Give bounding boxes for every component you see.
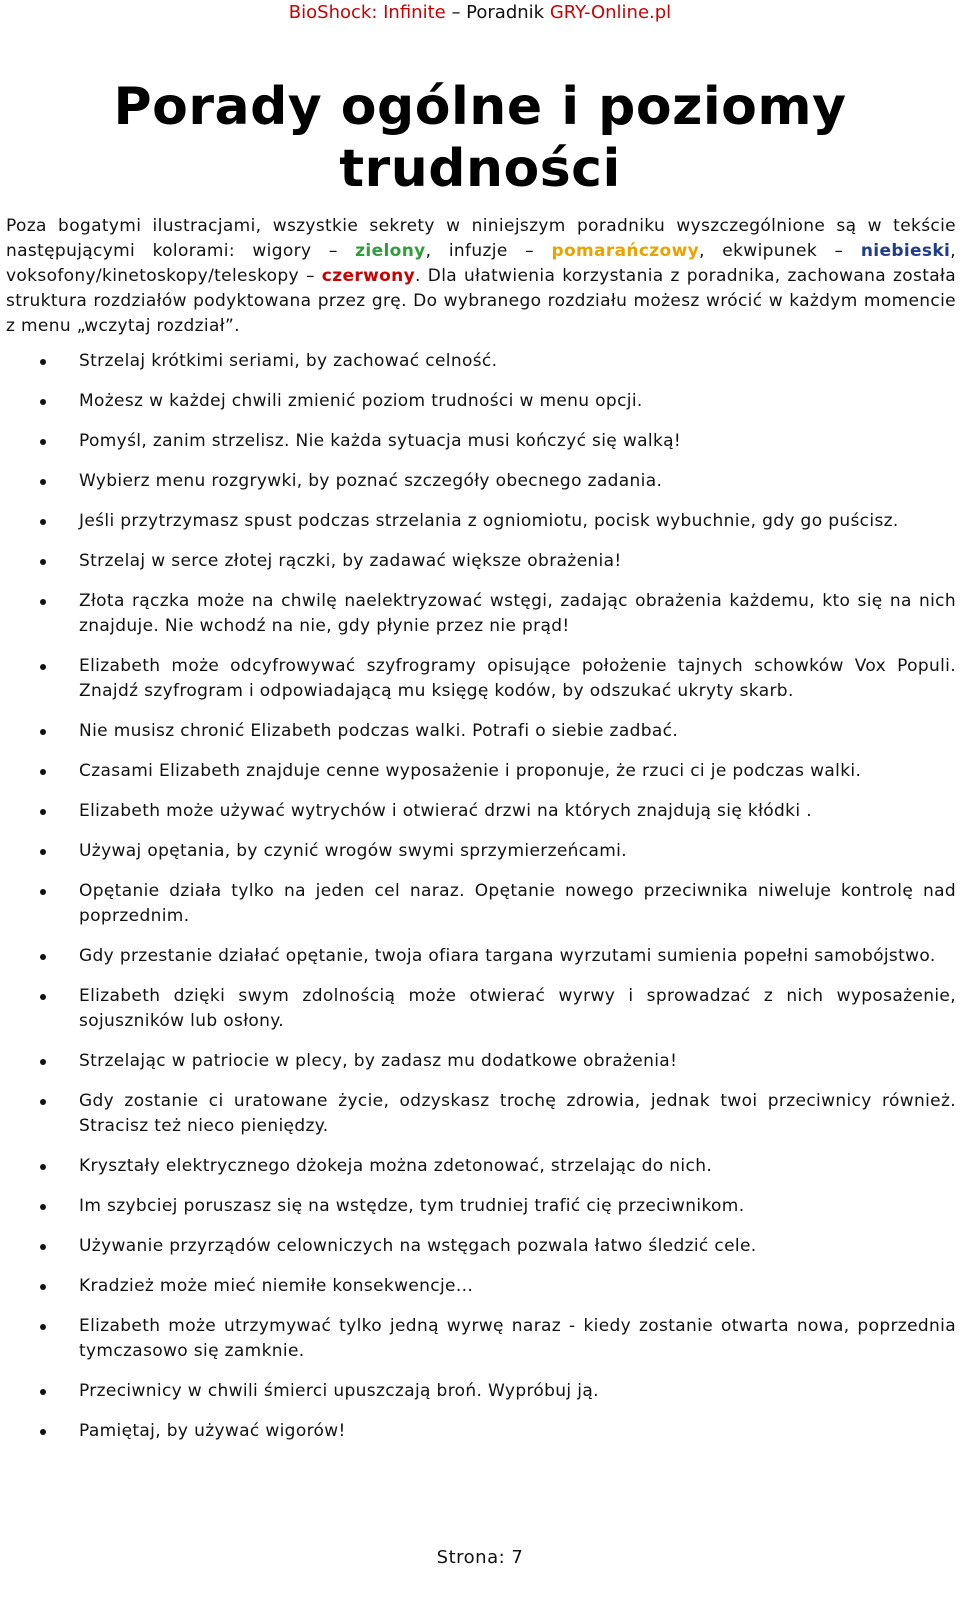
intro-text-5: . Dla ułatwienia korzystania z poradnika, zachowana została struktura rozdziałów podyktowana przez grę. Do wybranego rozdziału możesz wrócić w każdym momencie z menu „wczytaj rozdział”. xyxy=(6,266,956,336)
bullet-icon xyxy=(40,1204,46,1210)
tip-text: Używanie przyrządów celowniczych na wstęgach pozwala łatwo śledzić cele. xyxy=(79,1236,757,1256)
tip-text: Czasami Elizabeth znajduje cenne wyposażenie i proponuje, że rzuci ci je podczas walki. xyxy=(79,761,862,781)
tip-item xyxy=(0,589,960,639)
tip-item xyxy=(0,1314,960,1364)
tip-item xyxy=(0,654,960,704)
bullet-icon xyxy=(40,954,46,960)
tip-item xyxy=(0,1194,960,1219)
tip-text: Możesz w każdej chwili zmienić poziom trudności w menu opcji. xyxy=(79,391,643,411)
tip-item xyxy=(0,879,960,929)
bullet-icon xyxy=(40,439,46,445)
header-separator: – xyxy=(445,2,467,23)
tip-item xyxy=(0,549,960,574)
page-number: Strona: 7 xyxy=(436,1547,524,1568)
tip-text: Elizabeth może utrzymywać tylko jedną wyrwę naraz - kiedy zostanie otwarta nowa, poprzednia tymczasowo się zamknie. xyxy=(79,1316,956,1361)
tip-text: Elizabeth może używać wytrychów i otwierać drzwi na których znajdują się kłódki . xyxy=(79,801,812,821)
intro-text-4: , voksofony/kinetoskopy/teleskopy – xyxy=(6,241,956,286)
bullet-icon xyxy=(40,769,46,775)
tip-text: Pomyśl, zanim strzelisz. Nie każda sytuacja musi kończyć się walką! xyxy=(79,431,682,451)
bullet-icon xyxy=(40,849,46,855)
bullet-icon xyxy=(40,1099,46,1105)
intro-color-blue: niebieski xyxy=(860,241,951,261)
tip-text: Elizabeth może odcyfrowywać szyfrogramy opisujące położenie tajnych schowków Vox Populi. Znajdź szyfrogram i odpowiadającą mu księgę kodów, by odszukać ukryty skarb. xyxy=(79,656,956,701)
intro-text-2: , infuzje – xyxy=(425,241,552,261)
tip-text: Strzelaj w serce złotej rączki, by zadawać większe obrażenia! xyxy=(79,551,622,571)
header-guide-label: Poradnik xyxy=(466,2,550,23)
tip-item xyxy=(0,469,960,494)
tip-text: Kryształy elektrycznego dżokeja można zdetonować, strzelając do nich. xyxy=(79,1156,713,1176)
tip-text: Jeśli przytrzymasz spust podczas strzelania z ogniomiotu, pocisk wybuchnie, gdy go puścisz. xyxy=(79,511,899,531)
bullet-icon xyxy=(40,809,46,815)
intro-text-3: , ekwipunek – xyxy=(699,241,861,261)
tip-text: Elizabeth dzięki swym zdolnością może otwierać wyrwy i sprowadzać z nich wyposażenie, sojuszników lub osłony. xyxy=(79,986,956,1031)
bullet-icon xyxy=(40,559,46,565)
tip-item xyxy=(0,839,960,864)
bullet-icon xyxy=(40,1429,46,1435)
intro-text-1: Poza bogatymi ilustracjami, wszystkie sekrety w niniejszym poradniku wyszczególnione są w tekście następującymi kolorami: wigory – xyxy=(6,216,956,261)
tip-item xyxy=(0,1234,960,1259)
page-title xyxy=(0,76,960,200)
bullet-icon xyxy=(40,479,46,485)
tip-text: Nie musisz chronić Elizabeth podczas walki. Potrafi o siebie zadbać. xyxy=(79,721,679,741)
tip-item xyxy=(0,1274,960,1299)
tip-text: Im szybciej poruszasz się na wstędze, tym trudniej trafić cię przeciwnikom. xyxy=(79,1196,745,1216)
bullet-icon xyxy=(40,729,46,735)
tip-text: Pamiętaj, by używać wigorów! xyxy=(79,1421,346,1441)
page-title-line2: trudności xyxy=(339,139,621,199)
tip-item xyxy=(0,1049,960,1074)
tips-list xyxy=(0,349,960,1459)
header-game-title: BioShock: Infinite xyxy=(288,2,446,23)
tip-text: Wybierz menu rozgrywki, by poznać szczegóły obecnego zadania. xyxy=(79,471,663,491)
bullet-icon xyxy=(40,889,46,895)
tip-text: Przeciwnicy w chwili śmierci upuszczają broń. Wypróbuj ją. xyxy=(79,1381,599,1401)
tip-item xyxy=(0,1419,960,1444)
header-site-name: GRY-Online.pl xyxy=(549,2,672,23)
intro-color-green: zielony xyxy=(355,241,426,261)
tip-text: Kradzież może mieć niemiłe konsekwencje... xyxy=(79,1276,474,1296)
tip-text: Gdy przestanie działać opętanie, twoja ofiara targana wyrzutami sumienia popełni samobójstwo. xyxy=(79,946,936,966)
tip-item xyxy=(0,719,960,744)
tip-item xyxy=(0,984,960,1034)
bullet-icon xyxy=(40,1389,46,1395)
bullet-icon xyxy=(40,1059,46,1065)
page-header xyxy=(0,1,960,25)
tip-text: Strzelając w patriocie w plecy, by zadasz mu dodatkowe obrażenia! xyxy=(79,1051,678,1071)
tip-text: Opętanie działa tylko na jeden cel naraz. Opętanie nowego przeciwnika niweluje kontrolę nad poprzednim. xyxy=(79,881,956,926)
bullet-icon xyxy=(40,1244,46,1250)
intro-color-red: czerwony xyxy=(321,266,416,286)
tip-item xyxy=(0,509,960,534)
tip-item xyxy=(0,799,960,824)
tip-text: Używaj opętania, by czynić wrogów swymi sprzymierzeńcami. xyxy=(79,841,628,861)
tip-item xyxy=(0,1379,960,1404)
tip-text: Gdy zostanie ci uratowane życie, odzyskasz trochę zdrowia, jednak twoi przeciwnicy również. Stracisz też nieco pieniędzy. xyxy=(79,1091,956,1136)
bullet-icon xyxy=(40,1324,46,1330)
tip-item xyxy=(0,944,960,969)
tip-item xyxy=(0,389,960,414)
tip-item xyxy=(0,429,960,454)
bullet-icon xyxy=(40,1284,46,1290)
bullet-icon xyxy=(40,399,46,405)
intro-paragraph xyxy=(6,214,956,339)
bullet-icon xyxy=(40,994,46,1000)
tip-text: Złota rączka może na chwilę naelektryzować wstęgi, zadając obrażenia każdemu, kto się na nich znajduje. Nie wchodź na nie, gdy płynie przez nie prąd! xyxy=(79,591,956,636)
bullet-icon xyxy=(40,599,46,605)
bullet-icon xyxy=(40,519,46,525)
tip-item xyxy=(0,349,960,374)
intro-color-orange: pomarańczowy xyxy=(551,241,700,261)
tip-item xyxy=(0,759,960,784)
page-title-line1: Porady ogólne i poziomy xyxy=(113,77,847,137)
bullet-icon xyxy=(40,664,46,670)
bullet-icon xyxy=(40,359,46,365)
tip-item xyxy=(0,1089,960,1139)
tip-text: Strzelaj krótkimi seriami, by zachować celność. xyxy=(79,351,498,371)
bullet-icon xyxy=(40,1164,46,1170)
tip-item xyxy=(0,1154,960,1179)
